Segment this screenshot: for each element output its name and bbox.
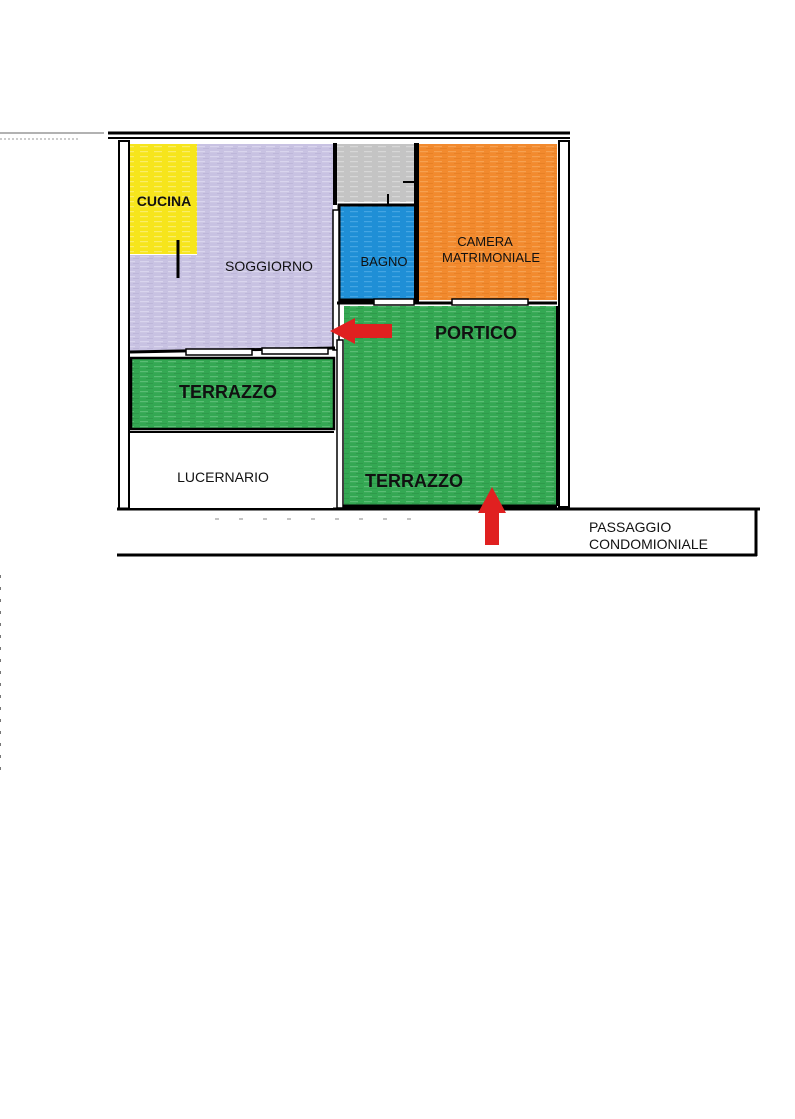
portico-wall-right: [556, 306, 559, 506]
label-camera-line1: CAMERA: [457, 234, 513, 249]
label-passage-line1: PASSAGGIO: [589, 519, 672, 535]
label-terrazzo-left: TERRAZZO: [179, 382, 277, 402]
label-portico: PORTICO: [434, 323, 518, 343]
label-lucernario: LUCERNARIO: [177, 469, 269, 485]
room-disimpegno: [337, 144, 417, 202]
room-bagno: [339, 205, 417, 300]
label-cucina: CUCINA: [136, 193, 192, 209]
label-soggiorno: SOGGIORNO: [225, 258, 313, 274]
room-camera: [419, 144, 557, 300]
label-passage-line2: CONDOMIONIALE: [589, 536, 709, 552]
label-bagno: BAGNO: [360, 254, 408, 269]
label-camera-line2: MATRIMONIALE: [442, 250, 540, 265]
portico-wall-left: [337, 340, 343, 508]
label-terrazzo-right: TERRAZZO: [365, 471, 463, 491]
scan-artifacts: [0, 133, 104, 770]
